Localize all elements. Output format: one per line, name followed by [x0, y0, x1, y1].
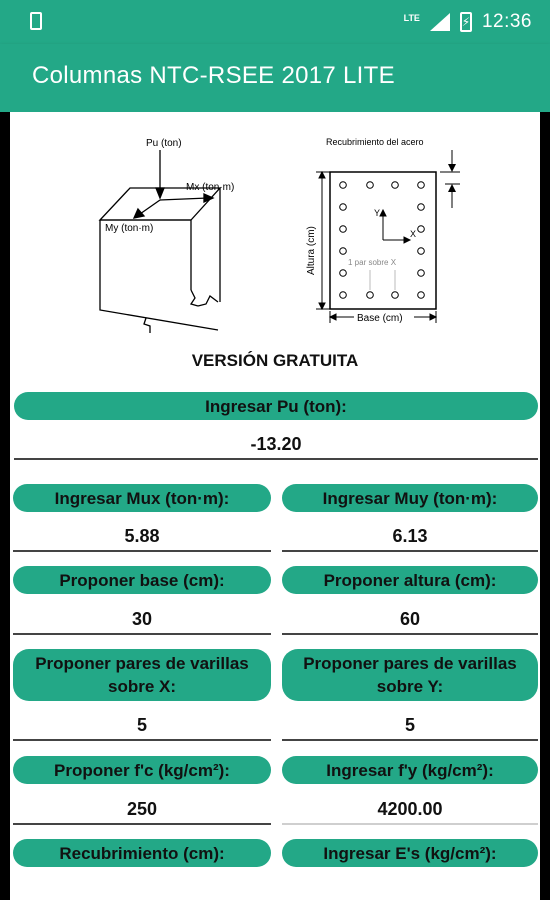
muy-label-button[interactable]: Ingresar Muy (ton·m): [282, 484, 538, 512]
fy-label-button[interactable]: Ingresar f'y (kg/cm²): [282, 756, 538, 784]
app-bar [0, 44, 550, 112]
my-label: My (ton·m) [105, 223, 154, 234]
network-type-label: LTE [403, 12, 420, 23]
pu-label: Pu (ton) [146, 138, 182, 149]
cover-label: Recubrimiento del acero [326, 137, 424, 147]
status-bar [0, 0, 550, 44]
form-content[interactable] [10, 112, 540, 900]
mux-input[interactable]: 5.88 [13, 522, 271, 552]
base-label-button[interactable]: Proponer base (cm): [13, 566, 271, 594]
fy-input[interactable]: 4200.00 [282, 795, 538, 825]
status-icons [404, 11, 532, 33]
pu-label-button[interactable]: Ingresar Pu (ton): [14, 392, 538, 420]
fc-label-button[interactable]: Proponer f'c (kg/cm²): [13, 756, 271, 784]
altura-input[interactable]: 60 [282, 605, 538, 635]
pares-y-input[interactable]: 5 [282, 711, 538, 741]
pares-y-label-button[interactable]: Proponer pares de varillas sobre Y: [282, 649, 538, 701]
mx-label: Mx (ton·m) [186, 182, 235, 193]
base-label: Base (cm) [357, 313, 403, 324]
battery-charging-icon: ⚡ [460, 12, 472, 32]
pu-input[interactable]: -13.20 [14, 430, 538, 460]
version-label: VERSIÓN GRATUITA [191, 351, 359, 370]
base-input[interactable]: 30 [13, 605, 271, 635]
clock: 12:36 [481, 11, 532, 32]
es-label-button[interactable]: Ingresar E's (kg/cm²): [282, 839, 538, 867]
pares-x-input[interactable]: 5 [13, 711, 271, 741]
x-axis-label: X [410, 229, 417, 239]
column-load-diagram [88, 130, 263, 335]
y-axis-label: Y [374, 208, 381, 218]
mux-label-button[interactable]: Ingresar Mux (ton·m): [13, 484, 271, 512]
signal-icon [430, 13, 450, 31]
pair-label: 1 par sobre X [348, 258, 397, 267]
fc-input[interactable]: 250 [13, 795, 271, 825]
recubrimiento-label-button[interactable]: Recubrimiento (cm): [13, 839, 271, 867]
cross-section-diagram [300, 130, 475, 335]
pares-x-label-button[interactable]: Proponer pares de varillas sobre X: [13, 649, 271, 701]
sim-icon [30, 12, 42, 30]
app-title: Columnas NTC-RSEE 2017 LITE [32, 62, 395, 89]
height-label: Altura (cm) [306, 226, 317, 275]
altura-label-button[interactable]: Proponer altura (cm): [282, 566, 538, 594]
muy-input[interactable]: 6.13 [282, 522, 538, 552]
